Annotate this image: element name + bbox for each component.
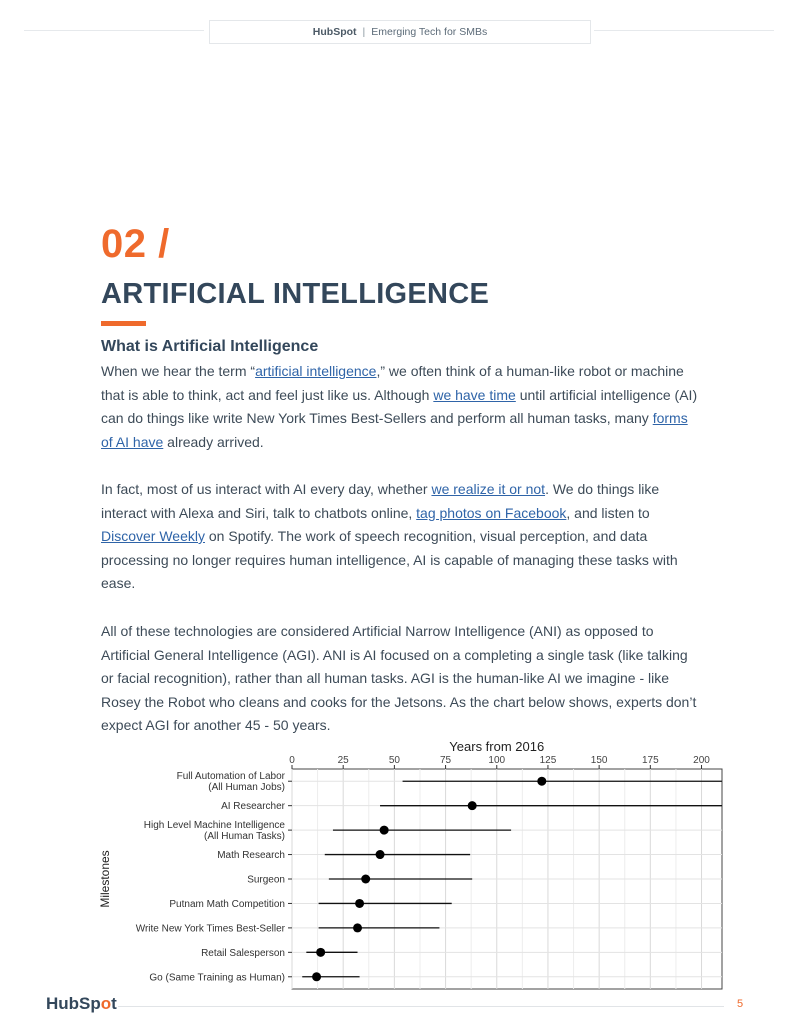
section-number: 02 / (101, 222, 170, 266)
y-tick-label: Putnam Math Competition (169, 898, 285, 910)
y-tick-label: (All Human Tasks) (204, 831, 285, 843)
paragraph-3: All of these technologies are considered Artificial Narrow Intelligence (ANI) as opposed to Artificial General Intelligence (AGI). ANI is AI focused on a completing a single task (like talking or facial recognition), rather than all human tasks. AGI is the human-like AI we imagine - like Rosey the Robot who cleans and cooks for the Jetsons. As the chart below shows, experts don’t expect AGI for another 45 - 50 years. (101, 623, 697, 733)
median-point (468, 801, 477, 810)
header-rule-left (24, 30, 204, 31)
x-tick-label: 100 (488, 755, 506, 766)
p2-text-3: , and listen to (566, 504, 650, 521)
y-tick-label: High Level Machine Intelligence (143, 820, 285, 832)
link-realize-it[interactable]: we realize it or not (431, 481, 546, 497)
p1-text-4: already arrived. (163, 433, 264, 450)
y-axis-label: Milestones (98, 850, 112, 908)
median-point (353, 923, 362, 932)
median-point (376, 850, 385, 859)
paragraph-1 (101, 360, 701, 454)
running-header (209, 20, 591, 44)
y-tick-label: (All Human Jobs) (208, 782, 285, 794)
x-tick-label: 50 (388, 755, 400, 766)
logo-sprocket-icon: o (100, 994, 112, 1013)
link-forms-of-ai[interactable]: forms of AI have (101, 410, 688, 450)
y-tick-label: Go (Same Training as Human) (149, 972, 285, 984)
header-rule-right (594, 30, 774, 31)
y-tick-label: Write New York Times Best-Seller (135, 923, 285, 935)
paragraph-2 (101, 478, 701, 596)
median-point (355, 899, 364, 908)
header-brand: HubSpot (312, 26, 357, 38)
subheading: What is Artificial Intelligence (101, 338, 319, 355)
median-point (537, 777, 546, 786)
median-point (312, 972, 321, 981)
title-underline (101, 321, 146, 326)
milestones-chart (95, 735, 735, 993)
page-number: 5 (737, 998, 744, 1010)
x-tick-label: 150 (590, 755, 608, 766)
link-discover-weekly[interactable]: Discover Weekly (101, 528, 205, 544)
chart-title: Years from 2016 (449, 739, 545, 754)
p1-text-1: When we hear the term “ (101, 363, 256, 379)
link-artificial-intelligence[interactable]: artificial intelligence (255, 363, 377, 379)
x-tick-label: 0 (289, 755, 295, 766)
x-tick-label: 25 (337, 755, 349, 766)
median-point (316, 948, 325, 957)
x-tick-label: 125 (539, 755, 557, 766)
header-separator: | (362, 26, 366, 38)
x-tick-label: 175 (641, 755, 659, 766)
median-point (361, 875, 370, 884)
x-tick-label: 75 (440, 755, 452, 766)
p2-text-2: . We do things like interact with Alexa and Siri, talk to chatbots online, (101, 481, 660, 521)
hubspot-logo (46, 994, 117, 1014)
y-tick-label: AI Researcher (221, 801, 285, 813)
median-point (380, 826, 389, 835)
x-tick-label: 200 (693, 755, 710, 766)
header-title: Emerging Tech for SMBs (371, 26, 488, 38)
p2-text-1: In fact, most of us interact with AI every day, whether (101, 481, 432, 497)
y-tick-label: Full Automation of Labor (176, 771, 285, 783)
p1-text-2: ,” we often think of a human-like robot or machine that is able to think, act and feel just like us. Although (101, 363, 684, 403)
footer-rule (118, 1006, 724, 1007)
link-we-have-time[interactable]: we have time (433, 386, 516, 403)
p2-text-4: on Spotify. The work of speech recognition, visual perception, and data processing no longer requires human intelligence, AI is capable of managing these tasks with ease. (101, 528, 678, 591)
p1-text-3: until artificial intelligence (AI) can do things like write New York Times Best-Sellers and perform all human tasks, many (101, 386, 698, 426)
section-title: ARTIFICIAL INTELLIGENCE (101, 278, 490, 310)
logo-text-a: HubSp (46, 994, 101, 1013)
link-tag-photos[interactable]: tag photos on Facebook (416, 504, 567, 521)
y-tick-label: Math Research (217, 850, 285, 862)
y-tick-label: Retail Salesperson (201, 947, 285, 959)
y-tick-label: Surgeon (247, 874, 285, 886)
logo-text-b: t (111, 994, 117, 1013)
